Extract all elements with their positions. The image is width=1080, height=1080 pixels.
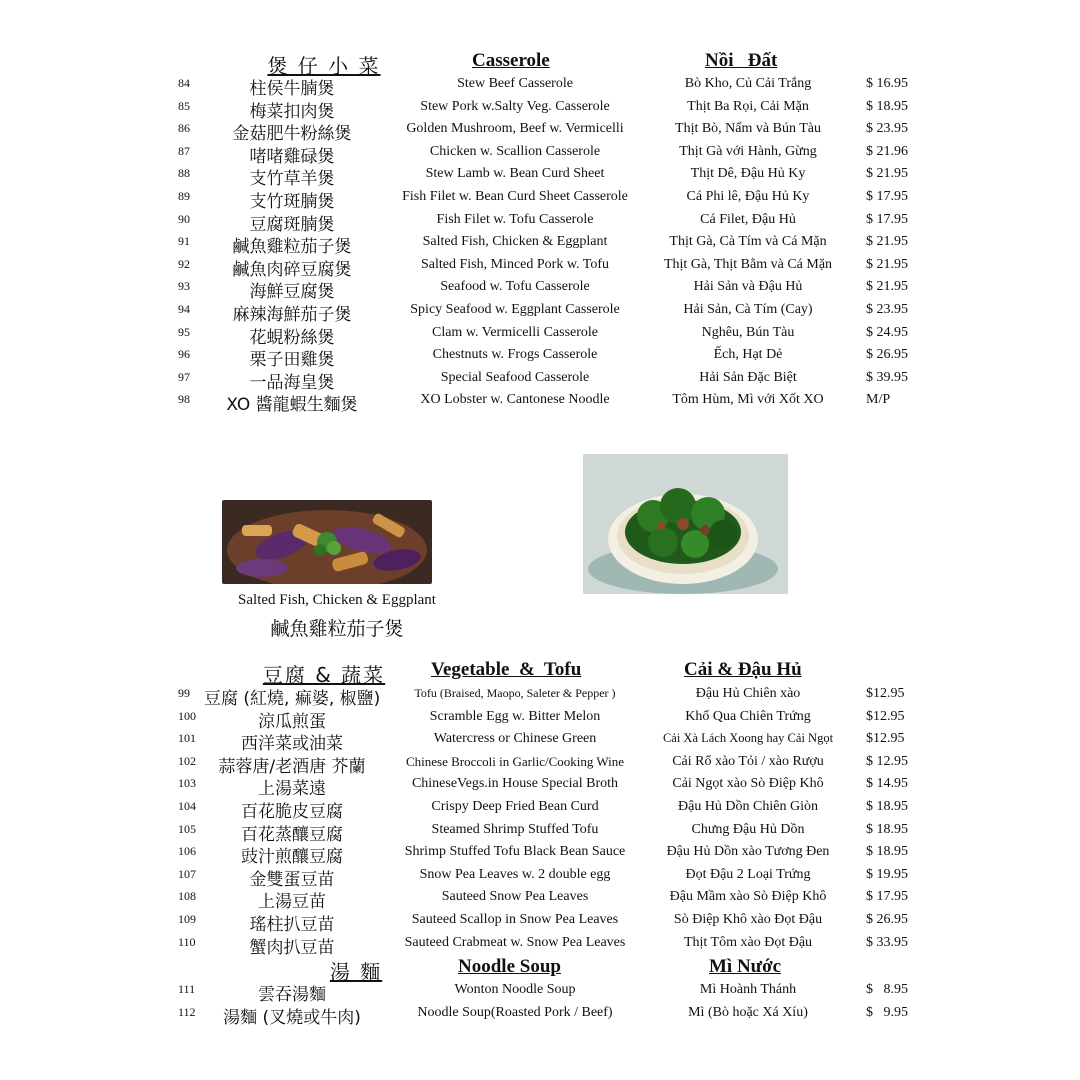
menu-item-row bbox=[0, 345, 1080, 371]
item-name-vn: Thịt Tôm xào Đọt Đậu bbox=[683, 934, 813, 950]
item-number: 99 bbox=[178, 686, 190, 700]
item-name-cn: 花蜆粉絲煲 bbox=[249, 327, 335, 348]
item-name-en: Scramble Egg w. Bitter Melon bbox=[429, 708, 601, 724]
item-name-cn: 柱侯牛腩煲 bbox=[249, 79, 335, 99]
item-number: 104 bbox=[178, 799, 196, 813]
item-name-cn: 鹹魚雞粒茄子煲 bbox=[232, 237, 352, 258]
item-name-vn: Bò Kho, Củ Cải Trắng bbox=[684, 76, 812, 91]
item-name-cn: 金雙蛋豆苗 bbox=[249, 869, 335, 890]
item-number: 105 bbox=[178, 821, 196, 836]
menu-item-row bbox=[0, 842, 1080, 868]
item-name-vn: Ếch, Hạt Dẻ bbox=[713, 347, 783, 363]
item-number: 111 bbox=[178, 982, 196, 996]
item-price: $ 18.95 bbox=[866, 821, 908, 837]
item-price: $ 21.95 bbox=[866, 279, 908, 295]
menu-item-row bbox=[0, 933, 1080, 958]
item-number: 102 bbox=[178, 753, 196, 768]
item-name-en: Crispy Deep Fried Bean Curd bbox=[431, 799, 599, 814]
item-name-en: Chicken w. Scallion Casserole bbox=[429, 143, 601, 159]
item-number: 84 bbox=[178, 76, 190, 90]
item-number: 101 bbox=[178, 731, 196, 746]
item-number: 107 bbox=[178, 866, 196, 881]
item-number: 91 bbox=[178, 234, 190, 249]
item-price: $ 21.95 bbox=[866, 256, 908, 272]
item-price: $ 21.96 bbox=[866, 143, 908, 159]
item-number: 95 bbox=[178, 324, 190, 339]
item-name-vn: Cá Phi lê, Đậu Hủ Ky bbox=[686, 189, 810, 204]
item-number: 90 bbox=[178, 211, 190, 226]
item-name-en: Tofu (Braised, Maopo, Saleter & Pepper ) bbox=[414, 686, 616, 700]
item-number: 106 bbox=[178, 844, 196, 859]
item-name-vn: Thịt Dê, Đậu Hủ Ky bbox=[690, 166, 806, 182]
item-number: 86 bbox=[178, 121, 190, 136]
item-name-cn: 雲吞湯麵 bbox=[258, 985, 326, 1005]
item-name-cn: 蒜蓉唐/老酒唐 芥蘭 bbox=[218, 756, 366, 777]
item-price: $ 16.95 bbox=[866, 76, 908, 91]
item-name-vn: Nghêu, Bún Tàu bbox=[701, 324, 795, 340]
item-name-vn: Thịt Gà, Thịt Bằm và Cá Mặn bbox=[663, 256, 833, 272]
item-name-vn: Đọt Đậu 2 Loại Trứng bbox=[685, 866, 811, 882]
item-name-en: Sauteed Crabmeat w. Snow Pea Leaves bbox=[404, 934, 626, 950]
item-number: 112 bbox=[178, 1004, 196, 1019]
item-number: 92 bbox=[178, 256, 190, 271]
item-name-en: Stew Lamb w. Bean Curd Sheet bbox=[425, 166, 605, 182]
item-number: 85 bbox=[178, 98, 190, 113]
item-number: 108 bbox=[178, 889, 196, 904]
menu-item-row bbox=[0, 232, 1080, 258]
item-name-vn: Mì Hoành Thánh bbox=[699, 982, 797, 997]
item-name-cn: 百花蒸釀豆腐 bbox=[241, 824, 343, 845]
item-price: $ 23.95 bbox=[866, 121, 908, 137]
menu-item-row bbox=[0, 707, 1080, 732]
item-price: $ 39.95 bbox=[866, 369, 908, 385]
item-name-vn: Khổ Qua Chiên Trứng bbox=[685, 708, 811, 724]
noodle-header-vn: Mì Nước bbox=[709, 956, 782, 977]
item-name-en: Fish Filet w. Bean Curd Sheet Casserole bbox=[402, 189, 628, 204]
item-name-cn: 涼瓜煎蛋 bbox=[258, 711, 326, 732]
item-number: 109 bbox=[178, 912, 196, 926]
item-name-vn: Hải Sản và Đậu Hủ bbox=[693, 279, 803, 295]
menu-item-row bbox=[0, 119, 1080, 145]
item-number: 98 bbox=[178, 392, 190, 407]
pea-leaves-photo bbox=[583, 454, 788, 594]
menu-item-row bbox=[0, 752, 1080, 777]
item-name-cn: 麻辣海鮮茄子煲 bbox=[232, 305, 352, 325]
casserole-header-cn: 煲 仔 小 菜 bbox=[267, 54, 381, 78]
menu-item-row bbox=[0, 300, 1080, 325]
item-name-en: Watercress or Chinese Green bbox=[433, 731, 597, 747]
item-price: $ 21.95 bbox=[866, 166, 908, 182]
item-name-en: XO Lobster w. Cantonese Noodle bbox=[420, 392, 610, 408]
item-name-cn: 湯麵 (叉燒或牛肉) bbox=[223, 1007, 361, 1028]
menu-item-row bbox=[0, 684, 1080, 709]
item-name-en: Stew Beef Casserole bbox=[457, 76, 573, 91]
item-price: $ 12.95 bbox=[866, 753, 908, 769]
item-price: $ 17.95 bbox=[866, 211, 908, 227]
menu-item-row bbox=[0, 1003, 1080, 1028]
item-price: $ 26.95 bbox=[866, 912, 908, 927]
menu-item-row bbox=[0, 980, 1080, 1005]
item-number: 97 bbox=[178, 369, 190, 384]
item-price: $ 18.95 bbox=[866, 799, 908, 814]
item-number: 100 bbox=[178, 708, 196, 723]
item-price: $ 17.95 bbox=[866, 189, 908, 204]
menu-item-row bbox=[0, 390, 1080, 416]
item-number: 103 bbox=[178, 776, 196, 791]
item-name-en: Special Seafood Casserole bbox=[440, 369, 590, 385]
item-price: $ 18.95 bbox=[866, 844, 908, 860]
menu-item-row bbox=[0, 323, 1080, 348]
item-number: 88 bbox=[178, 166, 190, 181]
menu-item-row bbox=[0, 255, 1080, 280]
item-name-en: Steamed Shrimp Stuffed Tofu bbox=[431, 821, 599, 837]
item-price: $12.95 bbox=[866, 686, 905, 701]
item-name-en: Noodle Soup(Roasted Pork / Beef) bbox=[417, 1004, 613, 1020]
item-name-en: Clam w. Vermicelli Casserole bbox=[431, 324, 599, 340]
item-price: $ 24.95 bbox=[866, 324, 908, 340]
item-price: $ 17.95 bbox=[866, 889, 908, 905]
item-name-vn: Thịt Ba Rọi, Cải Mặn bbox=[687, 98, 809, 114]
item-number: 87 bbox=[178, 143, 190, 158]
item-name-cn: 西洋菜或油菜 bbox=[241, 734, 343, 755]
item-name-cn: 金菇肥牛粉絲煲 bbox=[232, 124, 352, 145]
item-name-cn: 豆腐 (紅燒, 痲婆, 椒鹽) bbox=[204, 689, 381, 709]
item-name-vn: Cá Filet, Đậu Hủ bbox=[700, 211, 796, 227]
item-name-en: Chinese Broccoli in Garlic/Cooking Wine bbox=[405, 753, 625, 769]
item-name-vn: Đậu Hủ Dồn Chiên Giòn bbox=[678, 799, 818, 814]
menu-item-row bbox=[0, 97, 1080, 122]
item-name-cn: 上湯菜遠 bbox=[258, 779, 326, 800]
item-price: $12.95 bbox=[866, 731, 905, 747]
item-price: $ 23.95 bbox=[866, 302, 908, 317]
menu-item-row bbox=[0, 277, 1080, 303]
menu-item-row bbox=[0, 210, 1080, 235]
item-name-vn: Hải Sản, Cà Tím (Cay) bbox=[683, 302, 813, 317]
item-name-en: Shrimp Stuffed Tofu Black Bean Sauce bbox=[404, 844, 626, 860]
item-name-vn: Hải Sản Đặc Biệt bbox=[699, 369, 797, 385]
item-price: M/P bbox=[866, 392, 891, 408]
menu-item-row bbox=[0, 865, 1080, 890]
item-price: $ 21.95 bbox=[866, 234, 908, 250]
menu-item-row bbox=[0, 797, 1080, 822]
item-number: 94 bbox=[178, 302, 190, 316]
menu-item-row bbox=[0, 887, 1080, 913]
noodle-header-en: Noodle Soup bbox=[458, 956, 561, 977]
item-price: $ 26.95 bbox=[866, 347, 908, 363]
menu-item-row bbox=[0, 820, 1080, 845]
item-name-cn: 海鮮豆腐煲 bbox=[249, 282, 335, 303]
item-name-en: Spicy Seafood w. Eggplant Casserole bbox=[410, 302, 620, 317]
item-name-en: Stew Pork w.Salty Veg. Casserole bbox=[420, 98, 610, 114]
item-name-cn: 梅菜扣肉煲 bbox=[249, 101, 335, 122]
item-name-en: Salted Fish, Chicken & Eggplant bbox=[422, 234, 608, 250]
item-name-vn: Cải Xà Lách Xoong hay Cải Ngọt bbox=[662, 731, 834, 746]
item-name-en: Seafood w. Tofu Casserole bbox=[440, 279, 590, 295]
item-name-cn: 豆腐斑腩煲 bbox=[249, 214, 335, 235]
menu-item-row bbox=[0, 164, 1080, 190]
item-name-cn: 上湯豆苗 bbox=[258, 892, 326, 913]
item-name-cn: 瑤柱扒豆苗 bbox=[249, 915, 335, 935]
item-number: 96 bbox=[178, 347, 190, 362]
item-name-vn: Đậu Hủ Chiên xào bbox=[695, 686, 801, 701]
eggplant-caption-cn: 鹹魚雞粒茄子煲 bbox=[270, 618, 404, 640]
noodle-header-cn: 湯 麵 bbox=[329, 960, 383, 984]
item-name-vn: Thịt Gà, Cà Tím và Cá Mặn bbox=[669, 234, 827, 250]
item-name-vn: Thịt Bò, Nấm và Bún Tàu bbox=[675, 121, 821, 137]
item-name-cn: 鹹魚肉碎豆腐煲 bbox=[232, 259, 352, 280]
item-name-vn: Cải Ngọt xào Sò Điệp Khô bbox=[672, 776, 824, 792]
item-name-en: Wonton Noodle Soup bbox=[454, 982, 576, 997]
item-name-en: Chestnuts w. Frogs Casserole bbox=[432, 347, 598, 363]
item-name-en: Sauteed Snow Pea Leaves bbox=[441, 889, 589, 905]
eggplant-caption-en: Salted Fish, Chicken & Eggplant bbox=[238, 592, 436, 608]
menu-item-row bbox=[0, 142, 1080, 167]
item-name-cn: XO 醬龍蝦生麵煲 bbox=[226, 395, 358, 416]
item-name-cn: 一品海皇煲 bbox=[249, 372, 335, 393]
item-name-en: Golden Mushroom, Beef w. Vermicelli bbox=[406, 121, 624, 137]
item-name-cn: 豉汁煎釀豆腐 bbox=[241, 847, 343, 868]
item-name-vn: Tôm Hùm, Mì với Xốt XO bbox=[672, 392, 824, 408]
item-price: $ 33.95 bbox=[866, 934, 908, 950]
item-name-cn: 支竹草羊煲 bbox=[249, 169, 335, 190]
casserole-header-vn: Nồi Đất bbox=[705, 50, 778, 71]
item-price: $ 9.95 bbox=[866, 1004, 908, 1020]
vegetable-header-cn: 豆腐 & 蔬菜 bbox=[262, 663, 386, 687]
item-name-cn: 百花脆皮豆腐 bbox=[241, 802, 343, 822]
item-number: 89 bbox=[178, 189, 190, 203]
item-name-vn: Chưng Đậu Hủ Dồn bbox=[691, 821, 805, 837]
item-number: 93 bbox=[178, 279, 190, 294]
item-price: $ 14.95 bbox=[866, 776, 908, 792]
item-name-cn: 蟹肉扒豆苗 bbox=[249, 937, 335, 958]
casserole-header-en: Casserole bbox=[472, 50, 550, 71]
item-name-vn: Cải Rổ xào Tỏi / xào Rượu bbox=[672, 753, 824, 769]
item-name-vn: Sò Điệp Khô xào Đọt Đậu bbox=[673, 912, 823, 927]
menu-item-row bbox=[0, 729, 1080, 755]
menu-item-row bbox=[0, 910, 1080, 935]
item-name-en: Sauteed Scallop in Snow Pea Leaves bbox=[411, 912, 619, 927]
item-name-vn: Thịt Gà với Hành, Gừng bbox=[679, 143, 817, 159]
item-name-cn: 支竹斑腩煲 bbox=[249, 192, 335, 212]
item-name-en: Fish Filet w. Tofu Casserole bbox=[436, 211, 594, 227]
item-name-vn: Đậu Mầm xào Sò Điệp Khô bbox=[669, 889, 827, 905]
vegetable-header-en: Vegetable & Tofu bbox=[431, 659, 582, 680]
item-name-en: ChineseVegs.in House Special Broth bbox=[411, 776, 619, 792]
item-name-vn: Đậu Hủ Dồn xào Tương Đen bbox=[666, 844, 830, 860]
item-price: $ 8.95 bbox=[866, 982, 908, 997]
eggplant-casserole-photo bbox=[222, 500, 432, 584]
item-name-cn: 啫啫雞碌煲 bbox=[249, 146, 335, 167]
item-name-en: Salted Fish, Minced Pork w. Tofu bbox=[420, 256, 609, 272]
item-price: $ 19.95 bbox=[866, 866, 908, 882]
vegetable-header-vn: Cải & Đậu Hủ bbox=[684, 659, 802, 680]
item-price: $ 18.95 bbox=[866, 98, 908, 114]
item-price: $12.95 bbox=[866, 708, 905, 724]
menu-item-row bbox=[0, 187, 1080, 212]
item-number: 110 bbox=[178, 934, 196, 949]
menu-item-row bbox=[0, 774, 1080, 800]
item-name-en: Snow Pea Leaves w. 2 double egg bbox=[419, 866, 611, 882]
item-name-cn: 栗子田雞煲 bbox=[249, 350, 335, 371]
menu-item-row bbox=[0, 74, 1080, 99]
menu-item-row bbox=[0, 368, 1080, 393]
item-name-vn: Mì (Bò hoặc Xá Xíu) bbox=[688, 1004, 808, 1020]
